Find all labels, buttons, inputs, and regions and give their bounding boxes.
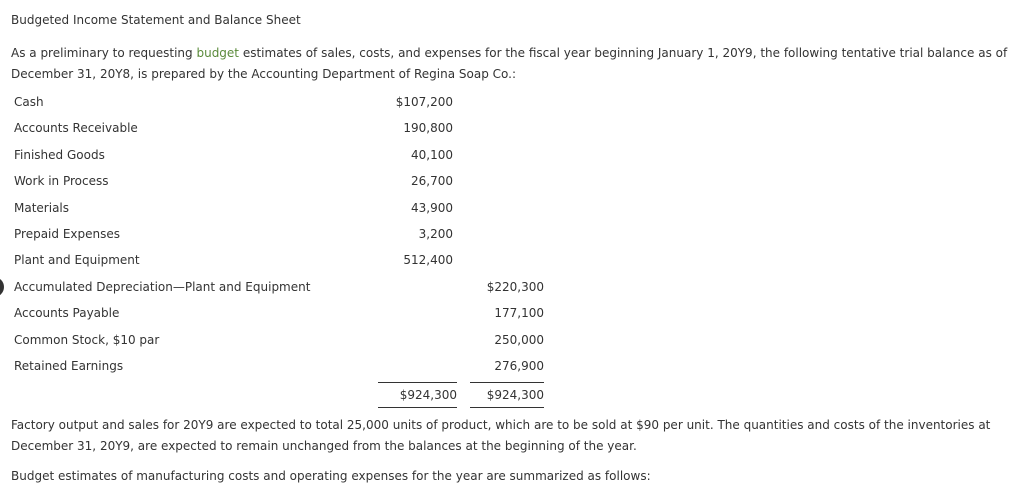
table-row <box>14 224 574 250</box>
intro-paragraph <box>11 43 1011 85</box>
debit-amount: 190,800 <box>403 121 453 136</box>
total-debit: $924,300 <box>378 382 457 408</box>
debit-amount: 43,900 <box>411 200 453 215</box>
credit-amount: 276,900 <box>494 358 544 373</box>
table-row <box>14 250 574 276</box>
account-label: Cash <box>14 95 44 109</box>
budget-link[interactable]: budget <box>196 46 240 60</box>
debit-amount: 3,200 <box>418 226 453 241</box>
credit-amount: $220,300 <box>486 279 544 294</box>
account-label: Prepaid Expenses <box>14 226 120 241</box>
side-marker <box>0 277 4 297</box>
account-label: Accumulated Depreciation—Plant and Equipment <box>14 279 311 294</box>
table-row <box>14 198 574 224</box>
credit-amount: 177,100 <box>494 306 544 321</box>
table-row <box>14 277 574 303</box>
total-credit: $924,300 <box>470 382 544 408</box>
debit-amount: 512,400 <box>403 253 453 268</box>
debit-amount: 40,100 <box>411 147 453 162</box>
table-row <box>14 171 574 197</box>
debit-amount: $107,200 <box>395 95 453 109</box>
account-label: Accounts Payable <box>14 306 120 321</box>
totals-row <box>14 382 574 408</box>
account-label: Common Stock, $10 par <box>14 332 160 347</box>
table-row <box>14 145 574 171</box>
intro-text-start: As a preliminary to requesting <box>11 46 197 60</box>
account-label: Materials <box>14 200 70 215</box>
table-row <box>14 356 574 382</box>
account-label: Work in Process <box>14 174 109 189</box>
table-row <box>14 303 574 329</box>
production-paragraph: Factory output and sales for 20Y9 are expected to total 25,000 units of product, which are to be sold at $90 per unit. The quantities and costs of the inventories at December 31, 20Y9, are expected to remain unchanged from the balances at the beginning of the year. <box>11 418 991 453</box>
budget-estimates-paragraph: Budget estimates of manufacturing costs and operating expenses for the year are summarized as follows: <box>11 469 651 483</box>
page-title: Budgeted Income Statement and Balance Sheet <box>11 13 301 27</box>
table-row <box>14 92 574 118</box>
table-row <box>14 118 574 144</box>
account-label: Accounts Receivable <box>14 121 138 136</box>
debit-amount: 26,700 <box>411 174 453 189</box>
account-label: Finished Goods <box>14 147 105 162</box>
table-row <box>14 330 574 356</box>
credit-amount: 250,000 <box>494 332 544 347</box>
account-label: Plant and Equipment <box>14 253 140 268</box>
account-label: Retained Earnings <box>14 358 124 373</box>
intro-text-end: estimates of sales, costs, and expenses for the fiscal year beginning January 1, 20Y9, the following tentative trial balance as of December 31, 20Y8, is prepared by the Accounting Department of Regina Soap Co.: <box>11 46 1008 81</box>
trial-balance-table <box>14 92 574 402</box>
